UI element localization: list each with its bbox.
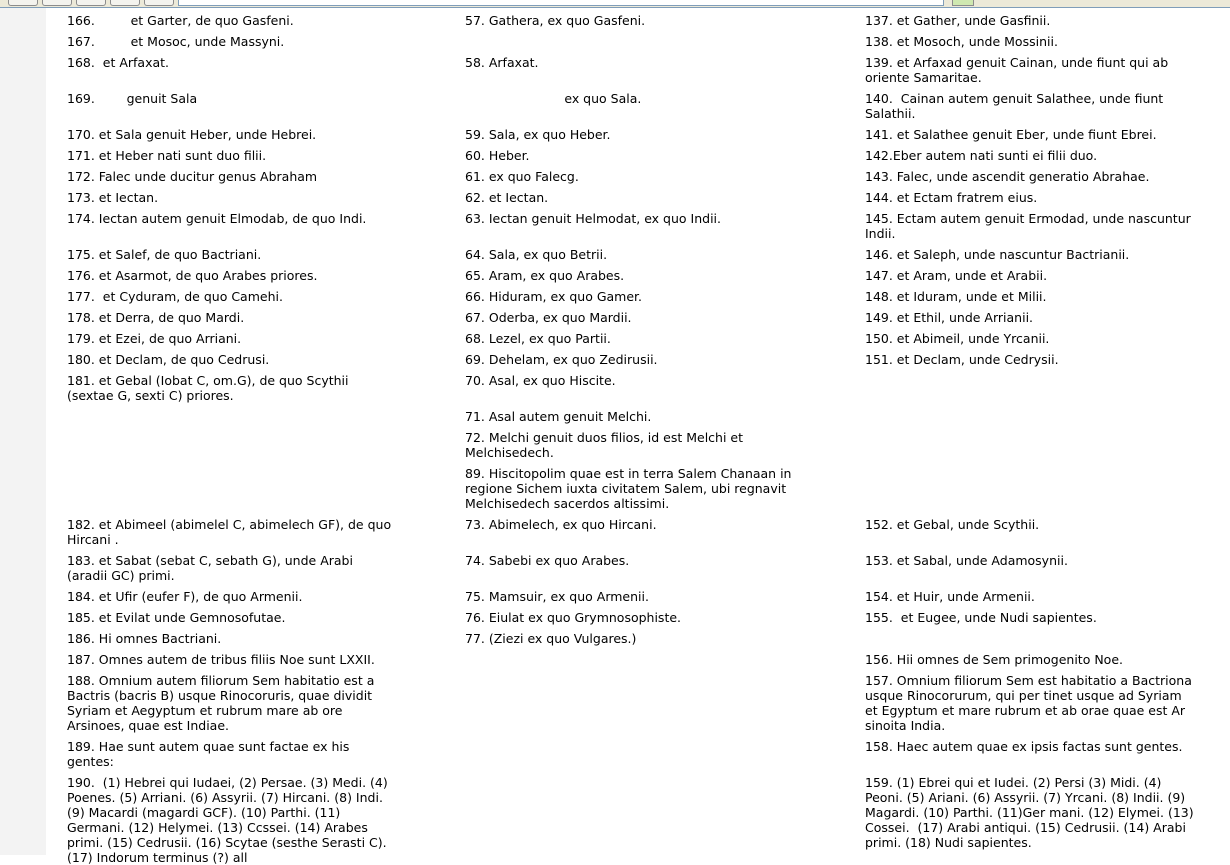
table-cell-c1: 171. et Heber nati sunt duo filii.	[67, 148, 267, 163]
table-cell-c3: 157. Omnium filiorum Sem est habitatio a Bactriona usque Rinocorurum, qui per tinet usque ad Syriam et Egyptum et mare rubrum et ab orae quae est Ar sinoita India.	[865, 673, 1196, 733]
table-cell-c3: 155. et Eugee, unde Nudi sapientes.	[865, 610, 1097, 625]
table-cell-c3: 144. et Ectam fratrem eius.	[865, 190, 1038, 205]
table-cell-c2: 59. Sala, ex quo Heber.	[465, 127, 611, 142]
table-cell-c2: 65. Aram, ex quo Arabes.	[465, 268, 625, 283]
table-cell-c2: 61. ex quo Falecg.	[465, 169, 579, 184]
table-cell-c2: 57. Gathera, ex quo Gasfeni.	[465, 13, 646, 28]
table-cell-c3: 145. Ectam autem genuit Ermodad, unde nascuntur Indii.	[865, 211, 1195, 241]
table-cell-c3: 148. et Iduram, unde et Milii.	[865, 289, 1047, 304]
table-cell-c3: 147. et Aram, unde et Arabii.	[865, 268, 1048, 283]
table-cell-c2: 72. Melchi genuit duos filios, id est Melchi et Melchisedech.	[465, 430, 747, 460]
table-cell-c1: 174. Iectan autem genuit Elmodab, de quo Indi.	[67, 211, 367, 226]
table-cell-c3: 154. et Huir, unde Armenii.	[865, 589, 1035, 604]
table-cell-c1: 169. genuit Sala	[67, 91, 198, 106]
table-cell-c2: 62. et Iectan.	[465, 190, 549, 205]
table-cell-c3: 138. et Mosoch, unde Mossinii.	[865, 34, 1058, 49]
table-cell-c1: 189. Hae sunt autem quae sunt factae ex his gentes:	[67, 739, 354, 769]
table-cell-c1: 168. et Arfaxat.	[67, 55, 170, 70]
table-cell-c3: 139. et Arfaxad genuit Cainan, unde fiunt qui ab oriente Samaritae.	[865, 55, 1173, 85]
table-cell-c1: 184. et Ufir (eufer F), de quo Armenii.	[67, 589, 303, 604]
table-cell-c1: 167. et Mosoc, unde Massyni.	[67, 34, 285, 49]
table-cell-c2: 68. Lezel, ex quo Partii.	[465, 331, 611, 346]
table-cell-c1: 188. Omnium autem filiorum Sem habitatio est a Bactris (bacris B) usque Rinocoruris, quae dividit Syriam et Aegyptum et rubrum mare ab ore Arsinoes, quae est Indiae.	[67, 673, 379, 733]
table-cell-c1: 180. et Declam, de quo Cedrusi.	[67, 352, 270, 367]
table-cell-c2: 58. Arfaxat.	[465, 55, 539, 70]
table-cell-c3: 158. Haec autem quae ex ipsis factas sunt gentes.	[865, 739, 1183, 754]
table-cell-c2: 89. Hiscitopolim quae est in terra Salem Chanaan in regione Sichem iuxta civitatem Salem, ubi regnavit Melchisedech sacerdos altissimi.	[465, 466, 796, 511]
table-cell-c1: 179. et Ezei, de quo Arriani.	[67, 331, 242, 346]
table-cell-c3: 149. et Ethil, unde Arrianii.	[865, 310, 1034, 325]
table-cell-c1: 182. et Abimeel (abimelel C, abimelech GF), de quo Hircani .	[67, 517, 396, 547]
table-cell-c2: 74. Sabebi ex quo Arabes.	[465, 553, 630, 568]
table-cell-c3: 142.Eber autem nati sunti ei filii duo.	[865, 148, 1098, 163]
table-cell-c2: 63. Iectan genuit Helmodat, ex quo Indii.	[465, 211, 721, 226]
table-cell-c3: 146. et Saleph, unde nascuntur Bactrianii.	[865, 247, 1130, 262]
table-cell-c3: 156. Hii omnes de Sem primogenito Noe.	[865, 652, 1123, 667]
table-cell-c1: 185. et Evilat unde Gemnosofutae.	[67, 610, 286, 625]
table-cell-c1: 178. et Derra, de quo Mardi.	[67, 310, 245, 325]
table-cell-c2: 76. Eiulat ex quo Grymnosophiste.	[465, 610, 682, 625]
table-cell-c2: 64. Sala, ex quo Betrii.	[465, 247, 608, 262]
table-cell-c1: 173. et Iectan.	[67, 190, 159, 205]
table-cell-c1: 176. et Asarmot, de quo Arabes priores.	[67, 268, 318, 283]
table-cell-c3: 150. et Abimeil, unde Yrcanii.	[865, 331, 1050, 346]
table-cell-c3: 141. et Salathee genuit Eber, unde fiunt Ebrei.	[865, 127, 1157, 142]
table-cell-c1: 186. Hi omnes Bactriani.	[67, 631, 222, 646]
table-cell-c2: 77. (Ziezi ex quo Vulgares.)	[465, 631, 637, 646]
table-cell-c1: 170. et Sala genuit Heber, unde Hebrei.	[67, 127, 317, 142]
table-cell-c3: 143. Falec, unde ascendit generatio Abrahae.	[865, 169, 1150, 184]
table-cell-c2: 71. Asal autem genuit Melchi.	[465, 409, 652, 424]
table-cell-c1: 181. et Gebal (Iobat C, om.G), de quo Scythii (sextae G, sexti C) priores.	[67, 373, 353, 403]
table-cell-c1: 166. et Garter, de quo Gasfeni.	[67, 13, 294, 28]
table-cell-c1: 187. Omnes autem de tribus filiis Noe sunt LXXII.	[67, 652, 375, 667]
table-cell-c2: 75. Mamsuir, ex quo Armenii.	[465, 589, 649, 604]
table-cell-c1: 190. (1) Hebrei qui Iudaei, (2) Persae. (3) Medi. (4) Poenes. (5) Arriani. (6) Assyrii. (7) Hircani. (8) Indi. (9) Macardi (magardi GCF). (10) Parthi. (11) Germani. (12) Helymei. (13) Ccssei. (14) Arabes primi. (15) Cedrusii. (16) Scytae (sesthe Serasti C). (17) Indorum terminus (?) all	[67, 775, 392, 865]
table-cell-c1: 172. Falec unde ducitur genus Abraham	[67, 169, 318, 184]
table-cell-c3: 153. et Sabal, unde Adamosynii.	[865, 553, 1068, 568]
table-cell-c2: ex quo Sala.	[465, 91, 642, 106]
table-cell-c3: 159. (1) Ebrei qui et Iudei. (2) Persi (3) Midi. (4) Peoni. (5) Ariani. (6) Assyrii. (7) Yrcani. (8) Indii. (9) Magardi. (10) Parthi. (11)Ger mani. (12) Elymei. (13) Cossei. (17) Arabi antiqui. (15) Cedrusii. (14) Arabi primi. (18) Nudi sapientes.	[865, 775, 1198, 850]
table-cell-c2: 73. Abimelech, ex quo Hircani.	[465, 517, 657, 532]
table-cell-c2: 70. Asal, ex quo Hiscite.	[465, 373, 616, 388]
table-cell-c2: 66. Hiduram, ex quo Gamer.	[465, 289, 643, 304]
table-cell-c3: 151. et Declam, unde Cedrysii.	[865, 352, 1059, 367]
table-cell-c1: 183. et Sabat (sebat C, sebath G), unde Arabi (aradii GC) primi.	[67, 553, 357, 583]
table-cell-c2: 69. Dehelam, ex quo Zedirusii.	[465, 352, 658, 367]
table-cell-c3: 137. et Gather, unde Gasfinii.	[865, 13, 1051, 28]
table-cell-c2: 60. Heber.	[465, 148, 530, 163]
table-cell-c3: 152. et Gebal, unde Scythii.	[865, 517, 1040, 532]
table-cell-c1: 177. et Cyduram, de quo Camehi.	[67, 289, 283, 304]
table-cell-c1: 175. et Salef, de quo Bactriani.	[67, 247, 262, 262]
table-cell-c3: 140. Cainan autem genuit Salathee, unde fiunt Salathii.	[865, 91, 1168, 121]
table-cell-c2: 67. Oderba, ex quo Mardii.	[465, 310, 632, 325]
